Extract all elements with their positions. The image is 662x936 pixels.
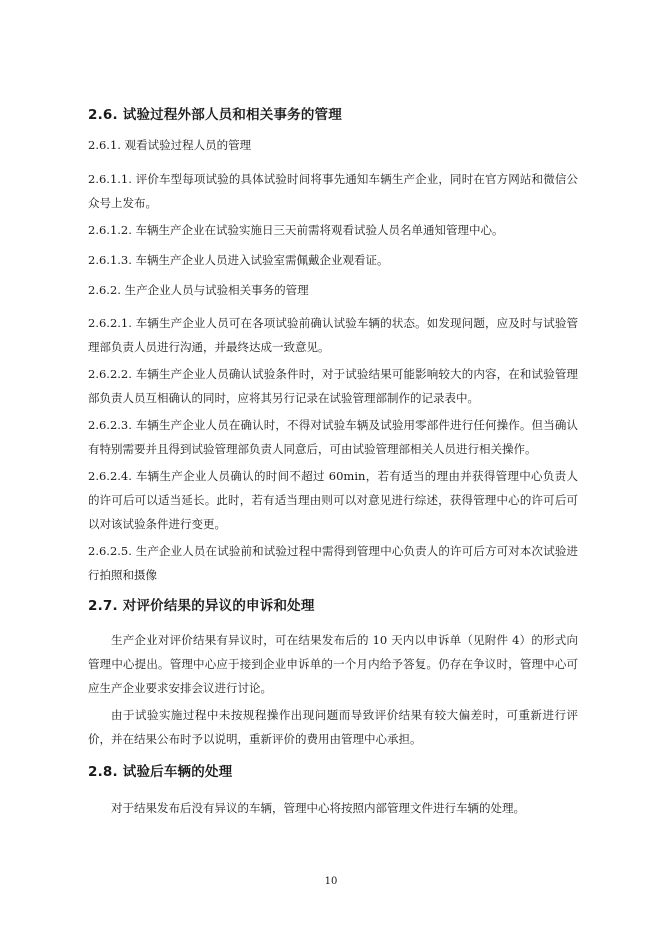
paragraph-2-6-2-3: 2.6.2.3. 车辆生产企业人员在确认时，不得对试验车辆及试验用零部件进行任何操作。但当确认有特别需要并且得到试验管理部负责人同意后，可由试验管理部相关人员进行相关操作。 xyxy=(88,418,578,456)
section-heading-2-8: 2.8. 试验后车辆的处理 xyxy=(88,764,233,780)
subsection-heading-2-6-1: 2.6.1. 观看试验过程人员的管理 xyxy=(88,138,252,152)
section-heading-2-7: 2.7. 对评价结果的异议的申诉和处理 xyxy=(88,598,315,614)
paragraph-2-6-2-5: 2.6.2.5. 生产企业人员在试验前和试验过程中需得到管理中心负责人的许可后方可对本次试验进行拍照和摄像 xyxy=(88,544,578,582)
paragraph-2-6-1-2: 2.6.1.2. 车辆生产企业在试验实施日三天前需将观看试验人员名单通知管理中心。 xyxy=(88,223,504,237)
page-number: 10 xyxy=(324,876,338,887)
paragraph-2-6-2-2: 2.6.2.2. 车辆生产企业人员确认试验条件时，对于试验结果可能影响较大的内容，在和试验管理部负责人员互相确认的同时，应将其另行记录在试验管理部制作的记录表中。 xyxy=(88,367,578,405)
paragraph-2-7-reevaluation: 由于试验实施过程中未按规程操作出现问题而导致评价结果有较大偏差时，可重新进行评价，并在结果公布时予以说明，重新评价的费用由管理中心承担。 xyxy=(88,708,578,746)
section-heading-2-6: 2.6. 试验过程外部人员和相关事务的管理 xyxy=(88,107,342,123)
paragraph-2-6-1-3: 2.6.1.3. 车辆生产企业人员进入试验室需佩戴企业观看证。 xyxy=(88,253,389,267)
subsection-heading-2-6-2: 2.6.2. 生产企业人员与试验相关事务的管理 xyxy=(88,283,309,297)
paragraph-2-6-2-4: 2.6.2.4. 车辆生产企业人员确认的时间不超过 60min，若有适当的理由并获得管理中心负责人的许可后可以适当延长。此时，若有适当理由则可以对意见进行综述，获得管理中心的许可后可以对该试验条件进行变更。 xyxy=(88,469,578,531)
paragraph-2-6-1-1: 2.6.1.1. 评价车型每项试验的具体试验时间将事先通知车辆生产企业，同时在官方网站和微信公众号上发布。 xyxy=(88,172,578,210)
paragraph-2-7-appeal: 生产企业对评价结果有异议时，可在结果发布后的 10 天内以申诉单（见附件 4）的形式向管理中心提出。管理中心应于接到企业申诉单的一个月内给予答复。仍存在争议时，管理中心可应生产企业要求安排会议进行讨论。 xyxy=(88,633,578,695)
paragraph-2-6-2-1: 2.6.2.1. 车辆生产企业人员可在各项试验前确认试验车辆的状态。如发现问题，应及时与试验管理部负责人员进行沟通，并最终达成一致意见。 xyxy=(88,316,578,354)
paragraph-2-8-vehicle-handling: 对于结果发布后没有异议的车辆，管理中心将按照内部管理文件进行车辆的处理。 xyxy=(111,801,525,815)
